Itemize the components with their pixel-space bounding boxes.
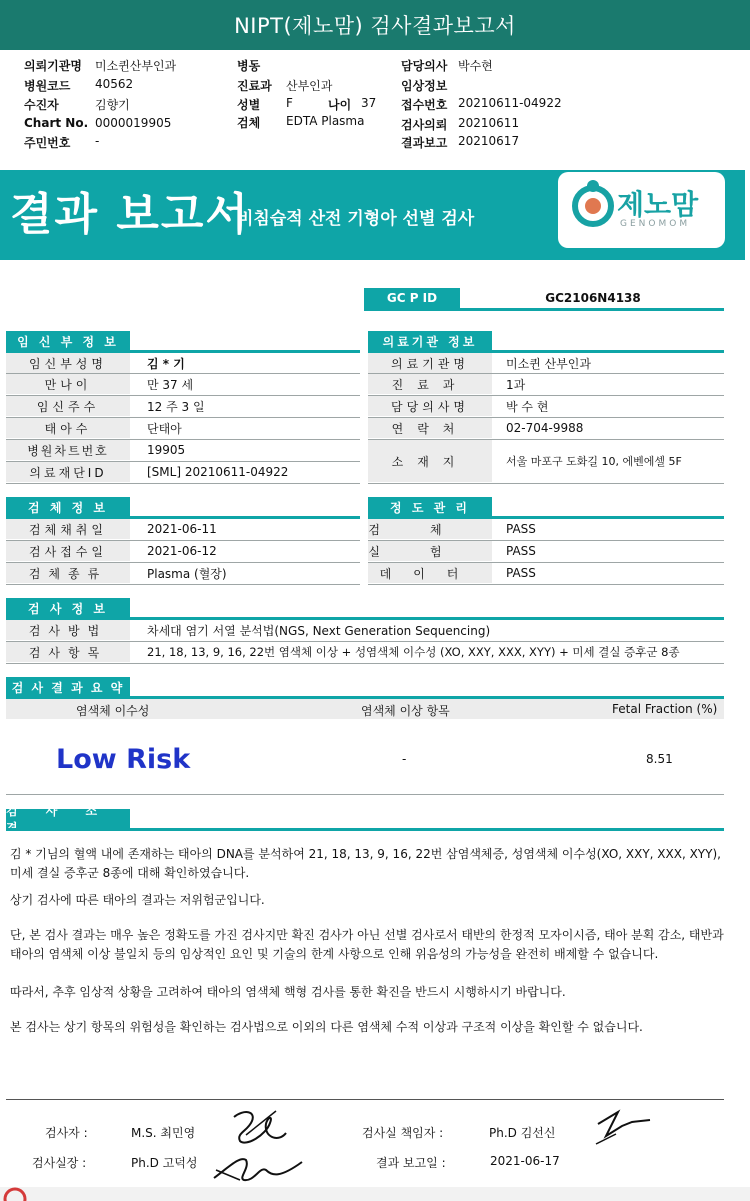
label-test-method: 검사방법: [6, 620, 130, 640]
section-line-findings: [6, 828, 724, 831]
header-label-clinical-info: 임상정보: [401, 79, 448, 93]
label-department: 진료과: [368, 374, 492, 394]
gcpid-underline: [364, 308, 724, 311]
header-label-receipt-no: 접수번호: [401, 98, 448, 112]
gcpid-value: GC2106N4138: [545, 291, 641, 305]
report-date-label: 결과 보고일 :: [376, 1156, 446, 1170]
header-label-sex: 성별: [237, 98, 261, 112]
header-label-chart-no: Chart No.: [24, 116, 89, 130]
examiner-signature-icon: [226, 1105, 290, 1149]
header-value-institution: 미소퀸산부인과: [95, 59, 177, 73]
value-qc-experiment: PASS: [506, 544, 536, 558]
findings-paragraph-5: 본 검사는 상기 항목의 위험성을 확인하는 검사법으로 이외의 다른 염색체 수적 이상과 구조적 이상을 확인할 수 없습니다.: [10, 1020, 643, 1034]
value-fetus-count: 단태아: [147, 421, 182, 436]
value-gestational-week: 12 주 3 일: [147, 399, 205, 414]
label-contact: 연락처: [368, 418, 492, 438]
summary-col-ff: Fetal Fraction (%): [612, 702, 718, 716]
header-value-report-date: 20210617: [458, 134, 520, 148]
row-divider: [6, 483, 360, 484]
section-tab-summary: 검 사 결 과 요 약: [6, 677, 130, 697]
label-test-items: 검사항목: [6, 642, 130, 662]
logo-subtext: GENOMOM: [620, 219, 691, 229]
footer-strip: [0, 1187, 750, 1201]
value-doctor-name: 박 수 현: [506, 399, 549, 414]
director-name: Ph.D 고덕성: [131, 1156, 198, 1170]
row-divider: [6, 794, 724, 795]
row-divider: [6, 584, 360, 585]
value-specimen-type: Plasma (혈장): [147, 566, 227, 581]
value-test-items: 21, 18, 13, 9, 16, 22번 염색체 이상 + 성염색체 이수성 (XO, XXY, XXX, XYY) + 미세 결실 증후군 8종: [147, 645, 680, 659]
value-receipt-date: 2021-06-12: [147, 544, 217, 558]
result-abnormal-items: -: [402, 752, 407, 766]
label-qc-specimen: 검체: [368, 519, 492, 539]
signature-divider: [6, 1099, 724, 1100]
value-department: 1과: [506, 377, 526, 392]
value-age: 만 37 세: [147, 377, 194, 392]
header-value-patient: 김향기: [95, 98, 130, 112]
value-contact: 02-704-9988: [506, 421, 584, 435]
header-label-hospital-code: 병원코드: [24, 79, 71, 93]
lab-head-name: Ph.D 김선신: [489, 1126, 556, 1140]
gcpid-label: GC P ID: [364, 288, 460, 308]
section-tab-test: 검 사 정 보: [6, 598, 130, 618]
value-pregnant-name: 김 * 기: [147, 356, 185, 371]
value-test-method: 차세대 염기 서열 분석법(NGS, Next Generation Sequencing): [147, 623, 491, 638]
summary-col-aneuploidy: 염색체 이수성: [76, 704, 150, 718]
banner-title: 결과 보고서: [10, 189, 250, 240]
label-doctor-name: 담당의사명: [368, 396, 492, 416]
value-qc-specimen: PASS: [506, 522, 536, 536]
lab-head-label: 검사실 책임자 :: [362, 1126, 444, 1140]
row-divider: [6, 663, 724, 664]
label-gestational-week: 임신주수: [6, 396, 130, 416]
value-collection-date: 2021-06-11: [147, 522, 217, 536]
section-tab-qc: 정 도 관 리: [368, 497, 492, 517]
section-tab-specimen: 검 체 정 보: [6, 497, 130, 517]
lab-head-signature-icon: [592, 1104, 654, 1150]
findings-paragraph-1: 김 * 기님의 혈액 내에 존재하는 태아의 DNA를 분석하여 21, 18, 13, 9, 16, 22번 삼염색체증, 성염색체 이수성(XO, XXY, XXX, XYY), 미세 결실 증후군 8종에 대해 확인하였습니다.: [10, 847, 721, 880]
findings-paragraph-2: 상기 검사에 따른 태아의 결과는 저위험군입니다.: [10, 893, 265, 907]
label-collection-date: 검체채취일: [6, 519, 130, 539]
header-value-age: 37: [361, 96, 377, 110]
value-hospital-chart-no: 19905: [147, 443, 186, 457]
header-label-institution: 의뢰기관명: [24, 59, 82, 73]
header-value-sex: F: [286, 96, 293, 110]
report-title: NIPT(제노맘) 검사결과보고서: [234, 14, 516, 38]
header-value-department: 산부인과: [286, 79, 333, 93]
label-pregnant-name: 임신부성명: [6, 353, 130, 373]
genomom-logo-icon: [570, 178, 616, 228]
header-value-hospital-code: 40562: [95, 77, 134, 91]
header-value-request-date: 20210611: [458, 116, 520, 130]
label-hospital-chart-no: 병원차트번호: [6, 440, 130, 460]
header-label-patient: 수진자: [24, 98, 59, 112]
header-label-specimen: 검체: [237, 116, 261, 130]
label-foundation-id: 의료재단ID: [6, 462, 130, 482]
header-label-resident-no: 주민번호: [24, 136, 71, 150]
label-location: 소재지: [368, 440, 492, 482]
label-fetus-count: 태아수: [6, 418, 130, 438]
header-label-request-date: 검사의뢰: [401, 118, 448, 132]
value-foundation-id: [SML] 20210611-04922: [147, 465, 289, 479]
header-value-receipt-no: 20210611-04922: [458, 96, 562, 110]
findings-paragraph-4: 따라서, 추후 임상적 상황을 고려하여 태아의 염색체 핵형 검사를 통한 확진을 반드시 시행하시기 바랍니다.: [10, 985, 566, 999]
logo-text: 제노맘: [617, 188, 699, 221]
header-value-specimen: EDTA Plasma: [286, 114, 365, 128]
header-label-report-date: 결과보고: [401, 136, 448, 150]
header-value-chart-no: 0000019905: [95, 116, 172, 130]
label-qc-experiment: 실험: [368, 541, 492, 561]
value-institution-name: 미소퀸 산부인과: [506, 356, 591, 371]
footer-logo-icon: [2, 1186, 28, 1201]
banner-subtitle: 비침습적 산전 기형아 선별 검사: [237, 209, 475, 229]
label-specimen-type: 검체종류: [6, 563, 130, 583]
value-location: 서울 마포구 도화길 10, 에벤에셀 5F: [506, 455, 682, 468]
director-label: 검사실장 :: [32, 1156, 87, 1170]
report-date-value: 2021-06-17: [490, 1154, 560, 1168]
label-receipt-date: 검사접수일: [6, 541, 130, 561]
summary-col-abnormal: 염색체 이상 항목: [361, 704, 450, 718]
report-title-bar: [0, 0, 750, 50]
row-divider: [368, 483, 724, 484]
value-qc-data: PASS: [506, 566, 536, 580]
header-label-age: 나이: [328, 98, 352, 112]
director-signature-icon: [210, 1148, 306, 1186]
section-tab-findings: 검 사 소: [6, 809, 130, 829]
result-fetal-fraction: 8.51: [646, 752, 673, 766]
section-tab-pregnant: 임 신 부 정 보: [6, 331, 130, 351]
label-institution-name: 의료기관명: [368, 353, 492, 373]
header-label-department: 진료과: [237, 79, 272, 93]
header-value-doctor: 박수현: [458, 59, 493, 73]
label-qc-data: 데이터: [368, 563, 492, 583]
findings-paragraph-3: 단, 본 검사 결과는 매우 높은 정확도를 가진 검사지만 확진 검사가 아닌 선별 검사로서 태반의 한정적 모자이시즘, 태아 분획 감소, 태반과 태아의 염색체 이상 불일치 등의 임상적인 요인 및 기술의 한계 사항으로 인해 위음성의 가능성을 완전히 배제할 수 없습니다.: [10, 928, 724, 961]
row-divider: [368, 584, 724, 585]
header-label-doctor: 담당의사: [401, 59, 448, 73]
header-value-resident-no: -: [95, 134, 100, 148]
section-tab-institution: 의료기관 정보: [368, 331, 492, 351]
examiner-label: 검사자 :: [45, 1126, 88, 1140]
label-age: 만나이: [6, 374, 130, 394]
examiner-name: M.S. 최민영: [131, 1126, 196, 1140]
result-low-risk: Low Risk: [56, 744, 191, 775]
header-label-ward: 병동: [237, 59, 261, 73]
